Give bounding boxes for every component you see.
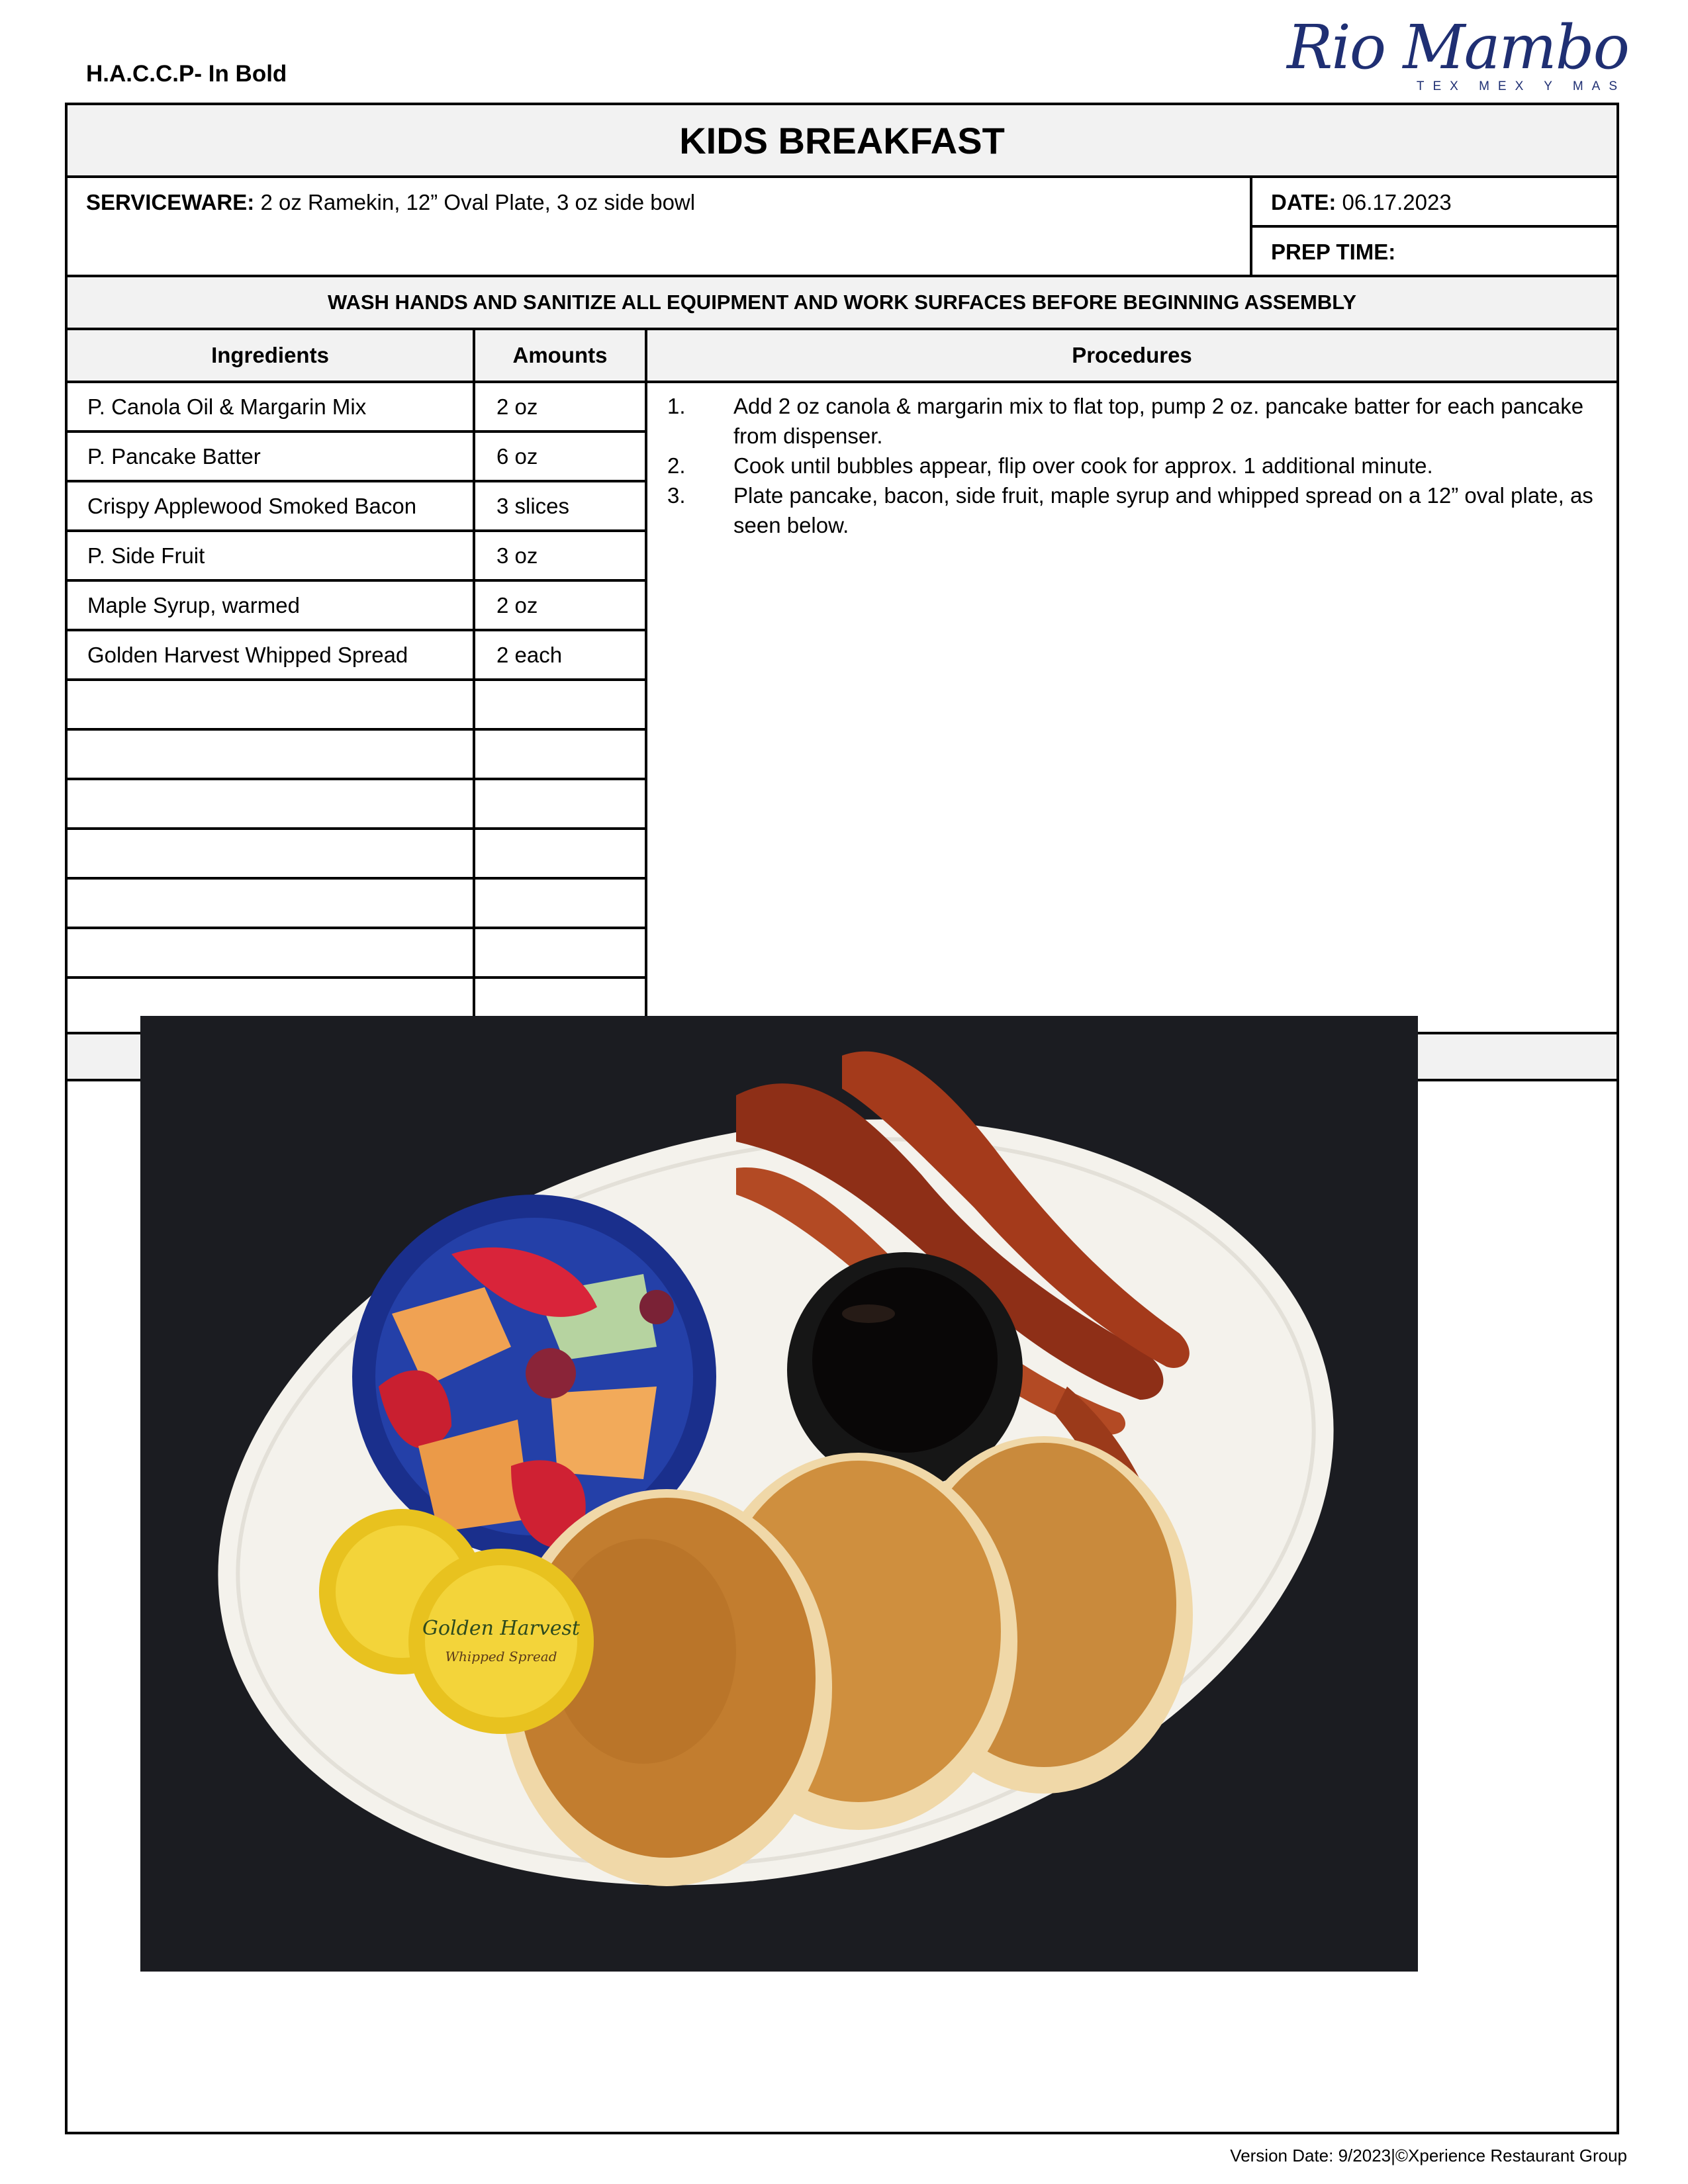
spread-brand-label: Golden Harvest bbox=[422, 1617, 580, 1640]
ingredient-row bbox=[68, 532, 647, 582]
prep-time-cell bbox=[1252, 228, 1617, 277]
serviceware-value: 2 oz Ramekin, 12” Oval Plate, 3 oz side bowl bbox=[254, 190, 696, 214]
ingredient-amount bbox=[475, 681, 647, 728]
ingredient-row bbox=[68, 731, 647, 780]
date-cell bbox=[1252, 178, 1617, 228]
serviceware-cell bbox=[68, 178, 1252, 277]
step-text: Cook until bubbles appear, flip over cook for approx. 1 additional minute. bbox=[733, 453, 1433, 478]
ingredient-row bbox=[68, 830, 647, 880]
ingredient-name: Crispy Applewood Smoked Bacon bbox=[68, 482, 475, 529]
ingredient-amount bbox=[475, 880, 647, 927]
step-text: Plate pancake, bacon, side fruit, maple syrup and whipped spread on a 12” oval plate, as seen below. bbox=[733, 483, 1593, 537]
ingredient-amount bbox=[475, 929, 647, 976]
ingredient-amount bbox=[475, 731, 647, 778]
date-value: 06.17.2023 bbox=[1336, 190, 1452, 214]
ingredients-header: Ingredients bbox=[68, 330, 475, 383]
step-number: 1. bbox=[667, 394, 686, 418]
ingredient-row bbox=[68, 433, 647, 482]
serviceware-label: SERVICEWARE: bbox=[86, 190, 255, 214]
ingredient-amount bbox=[475, 780, 647, 827]
ingredient-amount: 2 oz bbox=[475, 582, 647, 629]
ingredient-row bbox=[68, 780, 647, 830]
ingredient-row bbox=[68, 482, 647, 532]
procedure-step bbox=[667, 391, 1597, 451]
recipe-title: KIDS BREAKFAST bbox=[68, 105, 1617, 178]
amounts-header: Amounts bbox=[475, 330, 647, 383]
version-footer: Version Date: 9/2023|©Xperience Restaurant Group bbox=[1230, 2146, 1627, 2165]
logo-text: Rio Mambo bbox=[1287, 12, 1628, 83]
logo-tagline: TEX MEX Y MAS bbox=[1416, 79, 1626, 93]
date-label: DATE: bbox=[1271, 190, 1336, 214]
ingredient-row bbox=[68, 631, 647, 681]
procedure-step bbox=[667, 480, 1597, 540]
step-number: 2. bbox=[667, 453, 686, 478]
step-number: 3. bbox=[667, 483, 686, 508]
ingredient-row bbox=[68, 681, 647, 731]
ingredient-amount: 2 each bbox=[475, 631, 647, 678]
procedures-list bbox=[647, 383, 1617, 1045]
ingredient-amount bbox=[475, 830, 647, 877]
rio-mambo-logo bbox=[1287, 12, 1628, 94]
ingredient-row bbox=[68, 929, 647, 979]
ingredient-row bbox=[68, 880, 647, 929]
procedures-header: Procedures bbox=[647, 330, 1617, 383]
ingredient-name: P. Pancake Batter bbox=[68, 433, 475, 480]
ingredient-name: P. Canola Oil & Margarin Mix bbox=[68, 383, 475, 430]
ingredient-name bbox=[68, 830, 475, 877]
wash-notice: WASH HANDS AND SANITIZE ALL EQUIPMENT AND WORK SURFACES BEFORE BEGINNING ASSEMBLY bbox=[68, 277, 1617, 330]
spread-desc-label: Whipped Spread bbox=[445, 1649, 557, 1664]
ingredient-name: Maple Syrup, warmed bbox=[68, 582, 475, 629]
ingredient-name bbox=[68, 880, 475, 927]
ingredient-row bbox=[68, 582, 647, 631]
ingredient-name bbox=[68, 731, 475, 778]
ingredient-name bbox=[68, 780, 475, 827]
ingredient-name bbox=[68, 929, 475, 976]
prep-time-label: PREP TIME: bbox=[1271, 240, 1396, 264]
ingredient-amount: 3 oz bbox=[475, 532, 647, 579]
ingredient-name: Golden Harvest Whipped Spread bbox=[68, 631, 475, 678]
ingredient-amount: 3 slices bbox=[475, 482, 647, 529]
ingredient-row bbox=[68, 383, 647, 433]
ingredient-amount: 2 oz bbox=[475, 383, 647, 430]
procedure-step bbox=[667, 451, 1597, 480]
plated-dish-photo bbox=[140, 1016, 1418, 1972]
haccp-note: H.A.C.C.P- In Bold bbox=[86, 61, 287, 87]
ingredient-name: P. Side Fruit bbox=[68, 532, 475, 579]
ingredient-amount: 6 oz bbox=[475, 433, 647, 480]
step-text: Add 2 oz canola & margarin mix to flat top, pump 2 oz. pancake batter for each pancake from dispenser. bbox=[733, 394, 1584, 448]
ingredient-name bbox=[68, 681, 475, 728]
